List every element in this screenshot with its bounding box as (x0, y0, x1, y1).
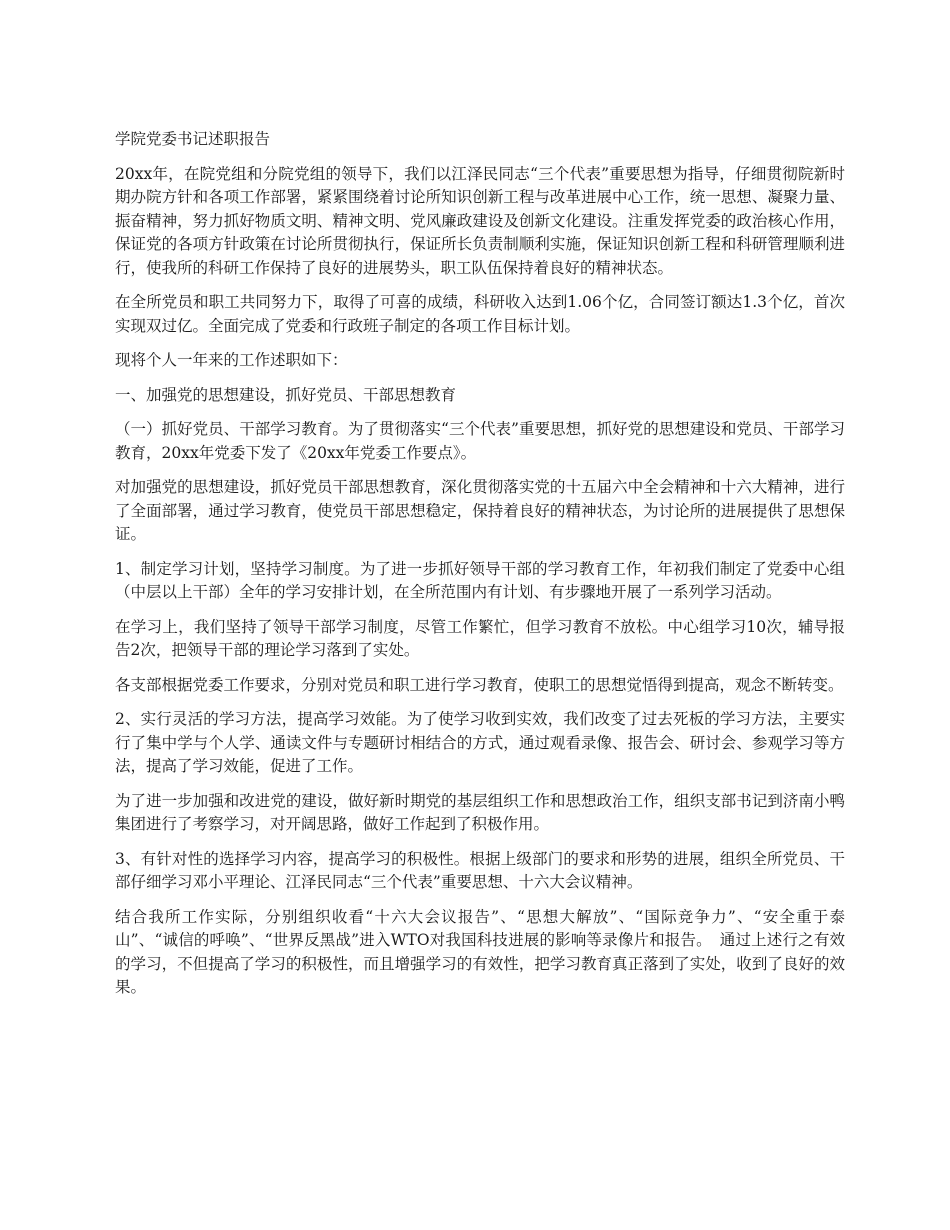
paragraph-5: （一）抓好党员、干部学习教育。为了贯彻落实“三个代表”重要思想，抓好党的思想建设和党员、干部学习教育，20xx年党委下发了《20xx年党委工作要点》。 (115, 420, 845, 462)
document-page (115, 128, 845, 1011)
document-title: 学院党委书记述职报告 (115, 130, 271, 148)
paragraph-12: 3、有针对性的选择学习内容，提高学习的积极性。根据上级部门的要求和形势的进展，组织全所党员、干部仔细学习邓小平理论、江泽民同志“三个代表”重要思想、十六大会议精神。 (115, 849, 845, 891)
paragraph-3: 现将个人一年来的工作述职如下： (115, 351, 348, 369)
paragraph-2: 在全所党员和职工共同努力下，取得了可喜的成绩，科研收入达到1.06个亿，合同签订额达1.3个亿，首次实现双过亿。全面完成了党委和行政班子制定的各项工作目标计划。 (115, 293, 845, 335)
paragraph-8: 在学习上，我们坚持了领导干部学习制度，尽管工作繁忙，但学习教育不放松。中心组学习10次，辅导报告2次，把领导干部的理论学习落到了实处。 (115, 617, 845, 659)
paragraph-1: 20xx年，在院党组和分院党组的领导下，我们以江泽民同志“三个代表”重要思想为指导，仔细贯彻院新时期办院方针和各项工作部署，紧紧围绕着讨论所知识创新工程与改革进展中心工作，统一思想、凝聚力量、振奋精神，努力抓好物质文明、精神文明、党风廉政建设及创新文化建设。注重发挥党委的政治核心作用，保证党的各项方针政策在讨论所贯彻执行，保证所长负责制顺利实施，保证知识创新工程和科研管理顺利进行，使我所的科研工作保持了良好的进展势头，职工队伍保持着良好的精神状态。 (115, 164, 845, 277)
section-heading-1: 一、加强党的思想建设，抓好党员、干部思想教育 (115, 385, 457, 404)
paragraph-6: 对加强党的思想建设，抓好党员干部思想教育，深化贯彻落实党的十五届六中全会精神和十六大精神，进行了全面部署，通过学习教育，使党员干部思想稳定，保持着良好的精神状态，为讨论所的进展提供了思想保证。 (115, 478, 845, 543)
paragraph-9: 各支部根据党委工作要求，分别对党员和职工进行学习教育，使职工的思想觉悟得到提高，观念不断转变。 (115, 675, 844, 694)
paragraph-10: 2、实行灵活的学习方法，提高学习效能。为了使学习收到实效，我们改变了过去死板的学习方法，主要实行了集中学与个人学、通读文件与专题研讨相结合的方式，通过观看录像、报告会、研讨会、参观学习等方法，提高了学习效能，促进了工作。 (115, 710, 845, 775)
paragraph-13: 结合我所工作实际，分别组织收看“十六大会议报告”、“思想大解放”、“国际竞争力”、“安全重于泰山”、“诚信的呼唤”、“世界反黑战”进入WTO对我国科技进展的影响等录像片和报告。 通过上述行之有效的学习，不但提高了学习的积极性，而且增强学习的有效性，把学习教育真正落到了实处，收到了良好的效果。 (115, 907, 845, 996)
paragraph-7: 1、制定学习计划，坚持学习制度。为了进一步抓好领导干部的学习教育工作，年初我们制定了党委中心组（中层以上干部）全年的学习安排计划，在全所范围内有计划、有步骤地开展了一系列学习活动。 (115, 559, 845, 601)
paragraph-11: 为了进一步加强和改进党的建设，做好新时期党的基层组织工作和思想政治工作，组织支部书记到济南小鸭集团进行了考察学习，对开阔思路，做好工作起到了积极作用。 (115, 791, 845, 833)
